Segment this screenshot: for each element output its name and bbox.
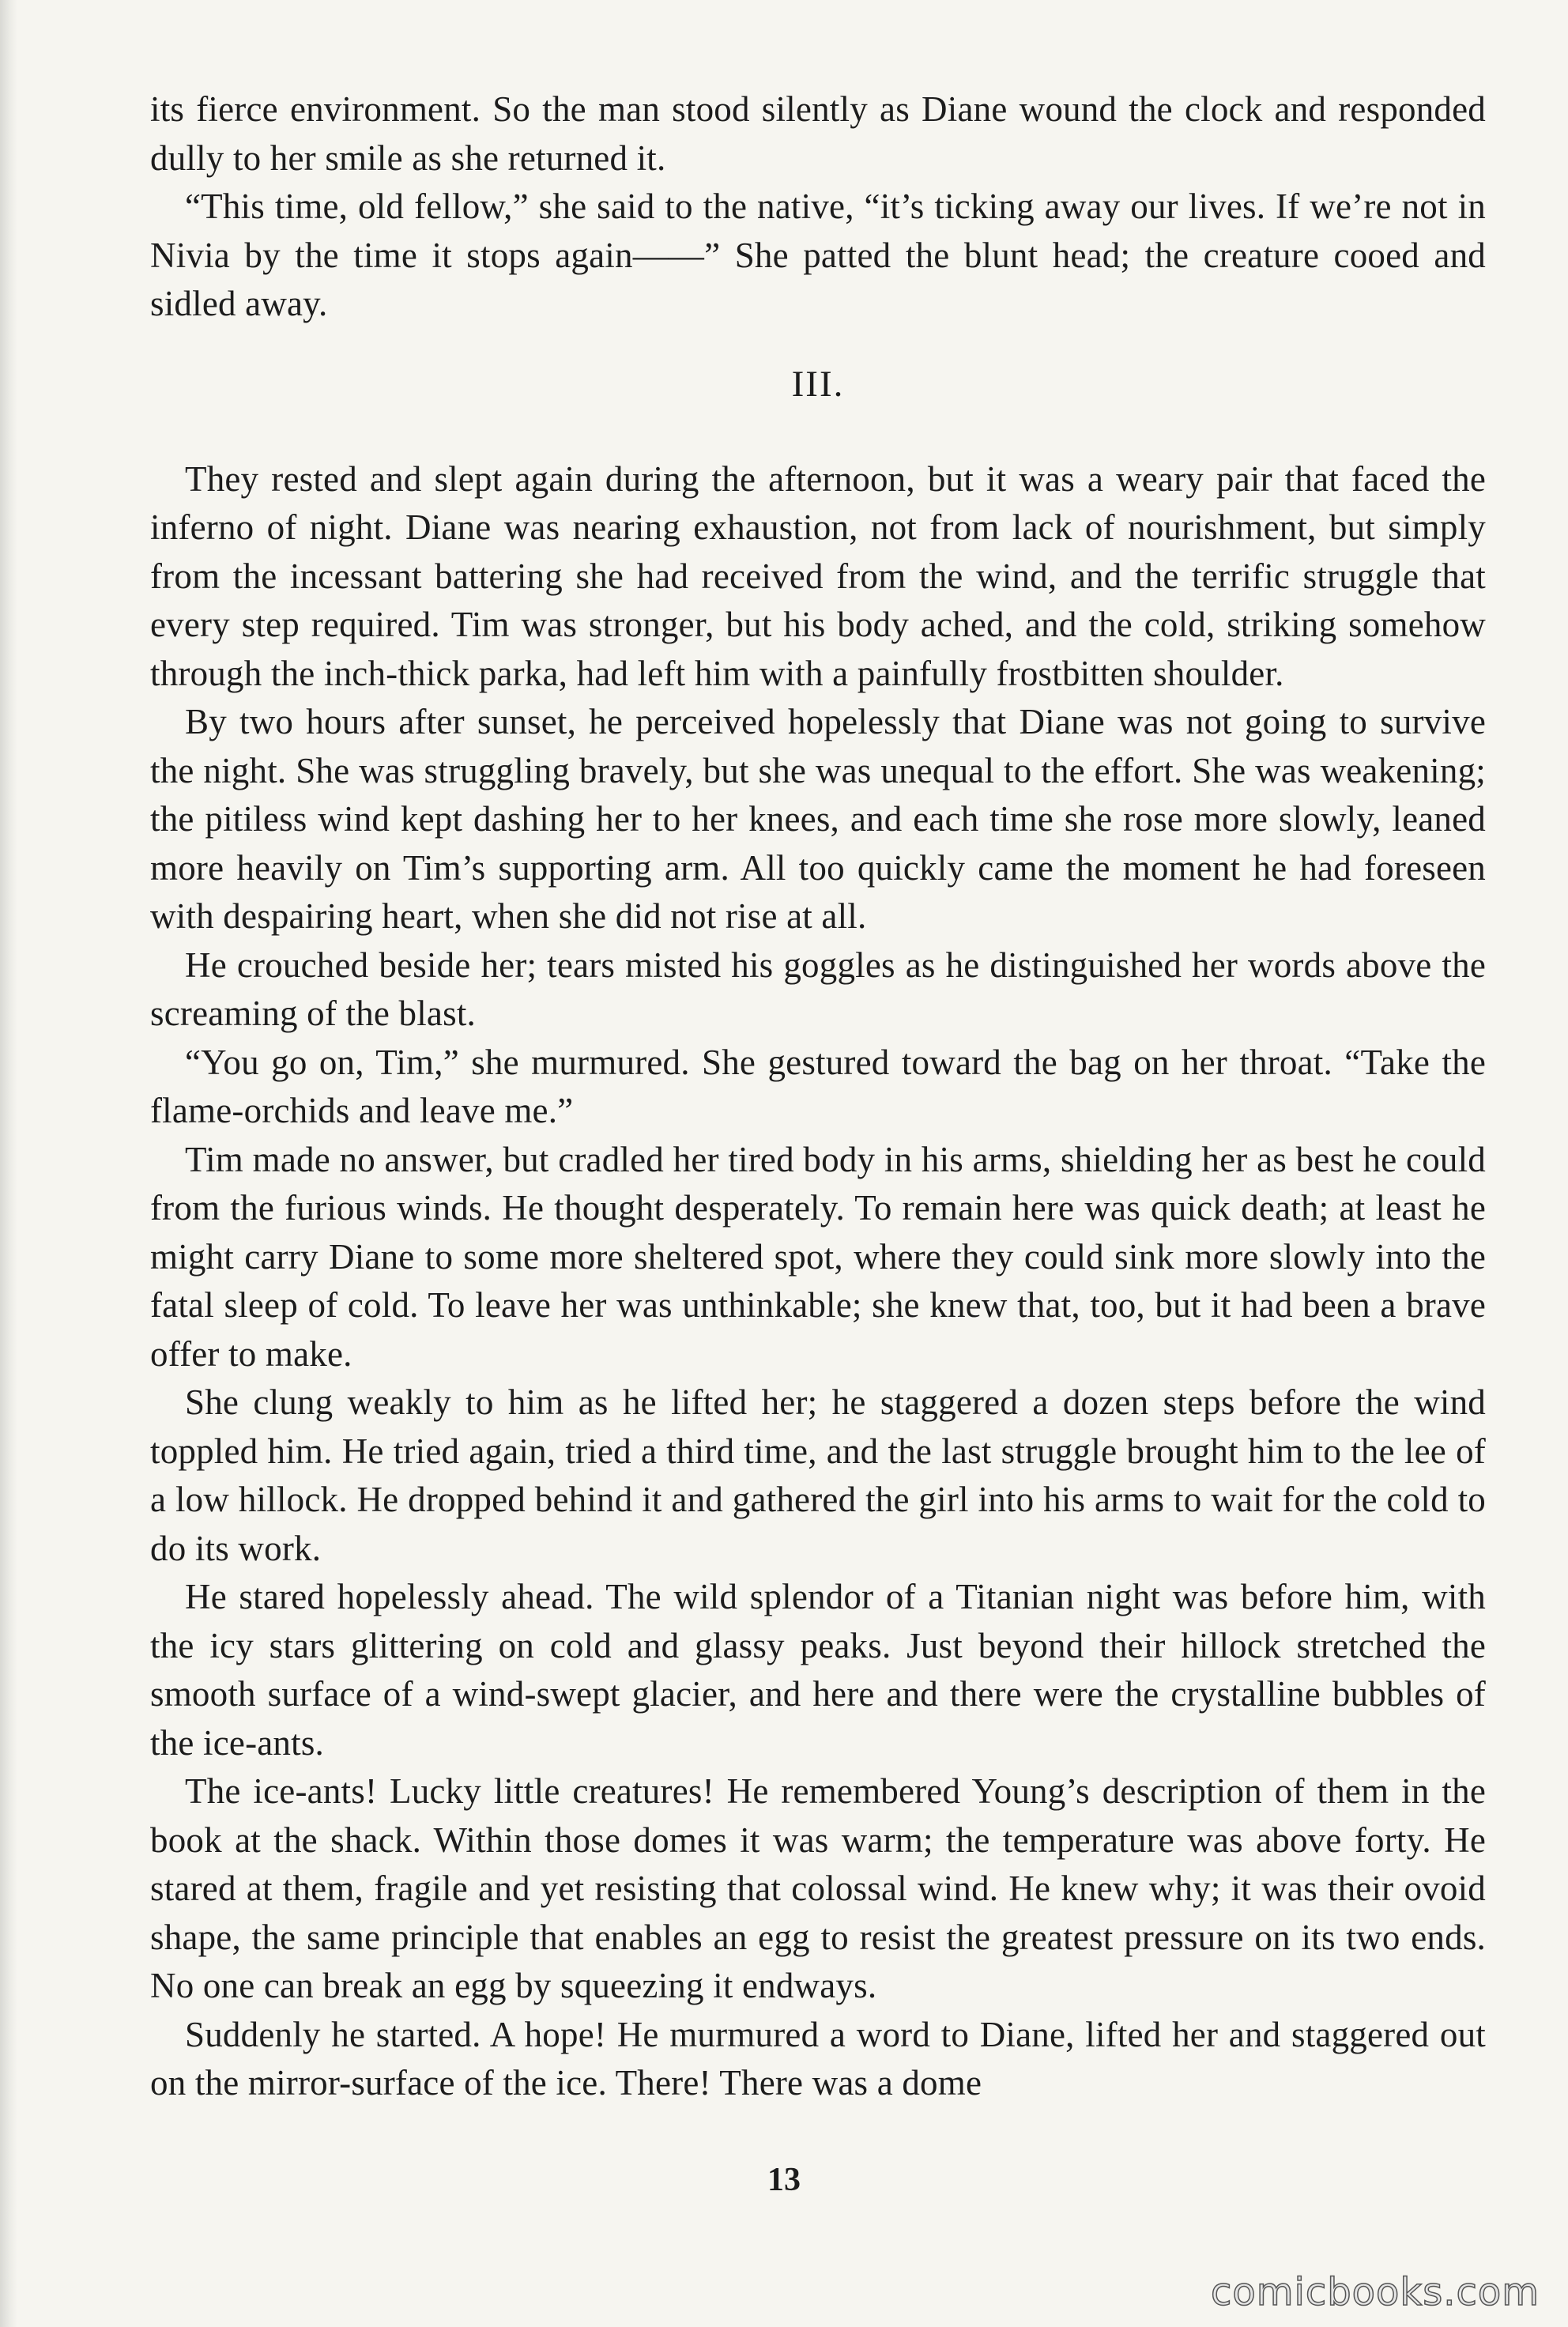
page-number: 13 — [767, 2162, 801, 2198]
paragraph: He crouched beside her; tears misted his goggles as he distinguished her words above the screaming of the blast. — [150, 945, 1486, 1033]
paragraph: She clung weakly to him as he lifted her; he staggered a dozen steps before the wind toppled him. He tried again, tried a third time, and the last struggle brought him to the lee of a low hillock. He dropped behind it and gathered the girl into his arms to wait for the cold to do its work. — [150, 1382, 1486, 1568]
paragraph: “You go on, Tim,” she murmured. She gestured toward the bag on her throat. “Take the flame-orchids and leave me.” — [150, 1042, 1486, 1130]
paragraph: Tim made no answer, but cradled her tired body in his arms, shielding her as best he could from the furious winds. He thought desperately. To remain here was quick death; at least he might carry Diane to some more sheltered spot, where they could sink more slowly into the fatal sleep of cold. To leave her was unthinkable; she knew that, too, but it had been a brave offer to make. — [150, 1139, 1486, 1374]
watermark: comicbooks.com — [1210, 2270, 1540, 2314]
paragraph: its fierce environment. So the man stood silently as Diane wound the clock and responded dully to her smile as she returned it. — [150, 89, 1486, 178]
paragraph: The ice-ants! Lucky little creatures! He remembered Young’s description of them in the book at the shack. Within those domes it was warm; the temperature was above forty. He stared at them, fragile and yet resisting that colossal wind. He knew why; it was their ovoid shape, the same principle that enables an egg to resist the greatest pressure on its two ends. No one can break an egg by squeezing it endways. — [150, 1771, 1486, 2005]
section-heading: III. — [791, 363, 845, 405]
paragraph: Suddenly he started. A hope! He murmured a word to Diane, lifted her and staggered out on the mirror-surface of the ice. There! There was a dome — [150, 2014, 1486, 2103]
book-page-text — [150, 85, 1486, 2108]
paragraph: “This time, old fellow,” she said to the native, “it’s ticking away our lives. If we’re not in Nivia by the time it stops again——” She patted the blunt head; the creature cooed and sidled away. — [150, 187, 1486, 323]
paragraph: He stared hopelessly ahead. The wild splendor of a Titanian night was before him, with the icy stars glittering on cold and glassy peaks. Just beyond their hillock stretched the smooth surface of a wind-swept glacier, and here and there were the crystalline bubbles of the ice-ants. — [150, 1577, 1486, 1763]
paragraph: They rested and slept again during the afternoon, but it was a weary pair that faced the inferno of night. Diane was nearing exhaustion, not from lack of nourishment, but simply from the incessant battering she had received from the wind, and the terrific struggle that every step required. Tim was stronger, but his body ached, and the cold, striking somehow through the inch-thick parka, had left him with a painfully frostbitten shoulder. — [150, 458, 1486, 693]
paragraph: By two hours after sunset, he perceived hopelessly that Diane was not going to survive the night. She was struggling bravely, but she was unequal to the effort. She was weakening; the pitiless wind kept dashing her to her knees, and each time she rose more slowly, leaned more heavily on Tim’s supporting arm. All too quickly came the moment he had foreseen with despairing heart, when she did not rise at all. — [150, 702, 1486, 936]
page-binding-edge — [0, 0, 17, 2327]
